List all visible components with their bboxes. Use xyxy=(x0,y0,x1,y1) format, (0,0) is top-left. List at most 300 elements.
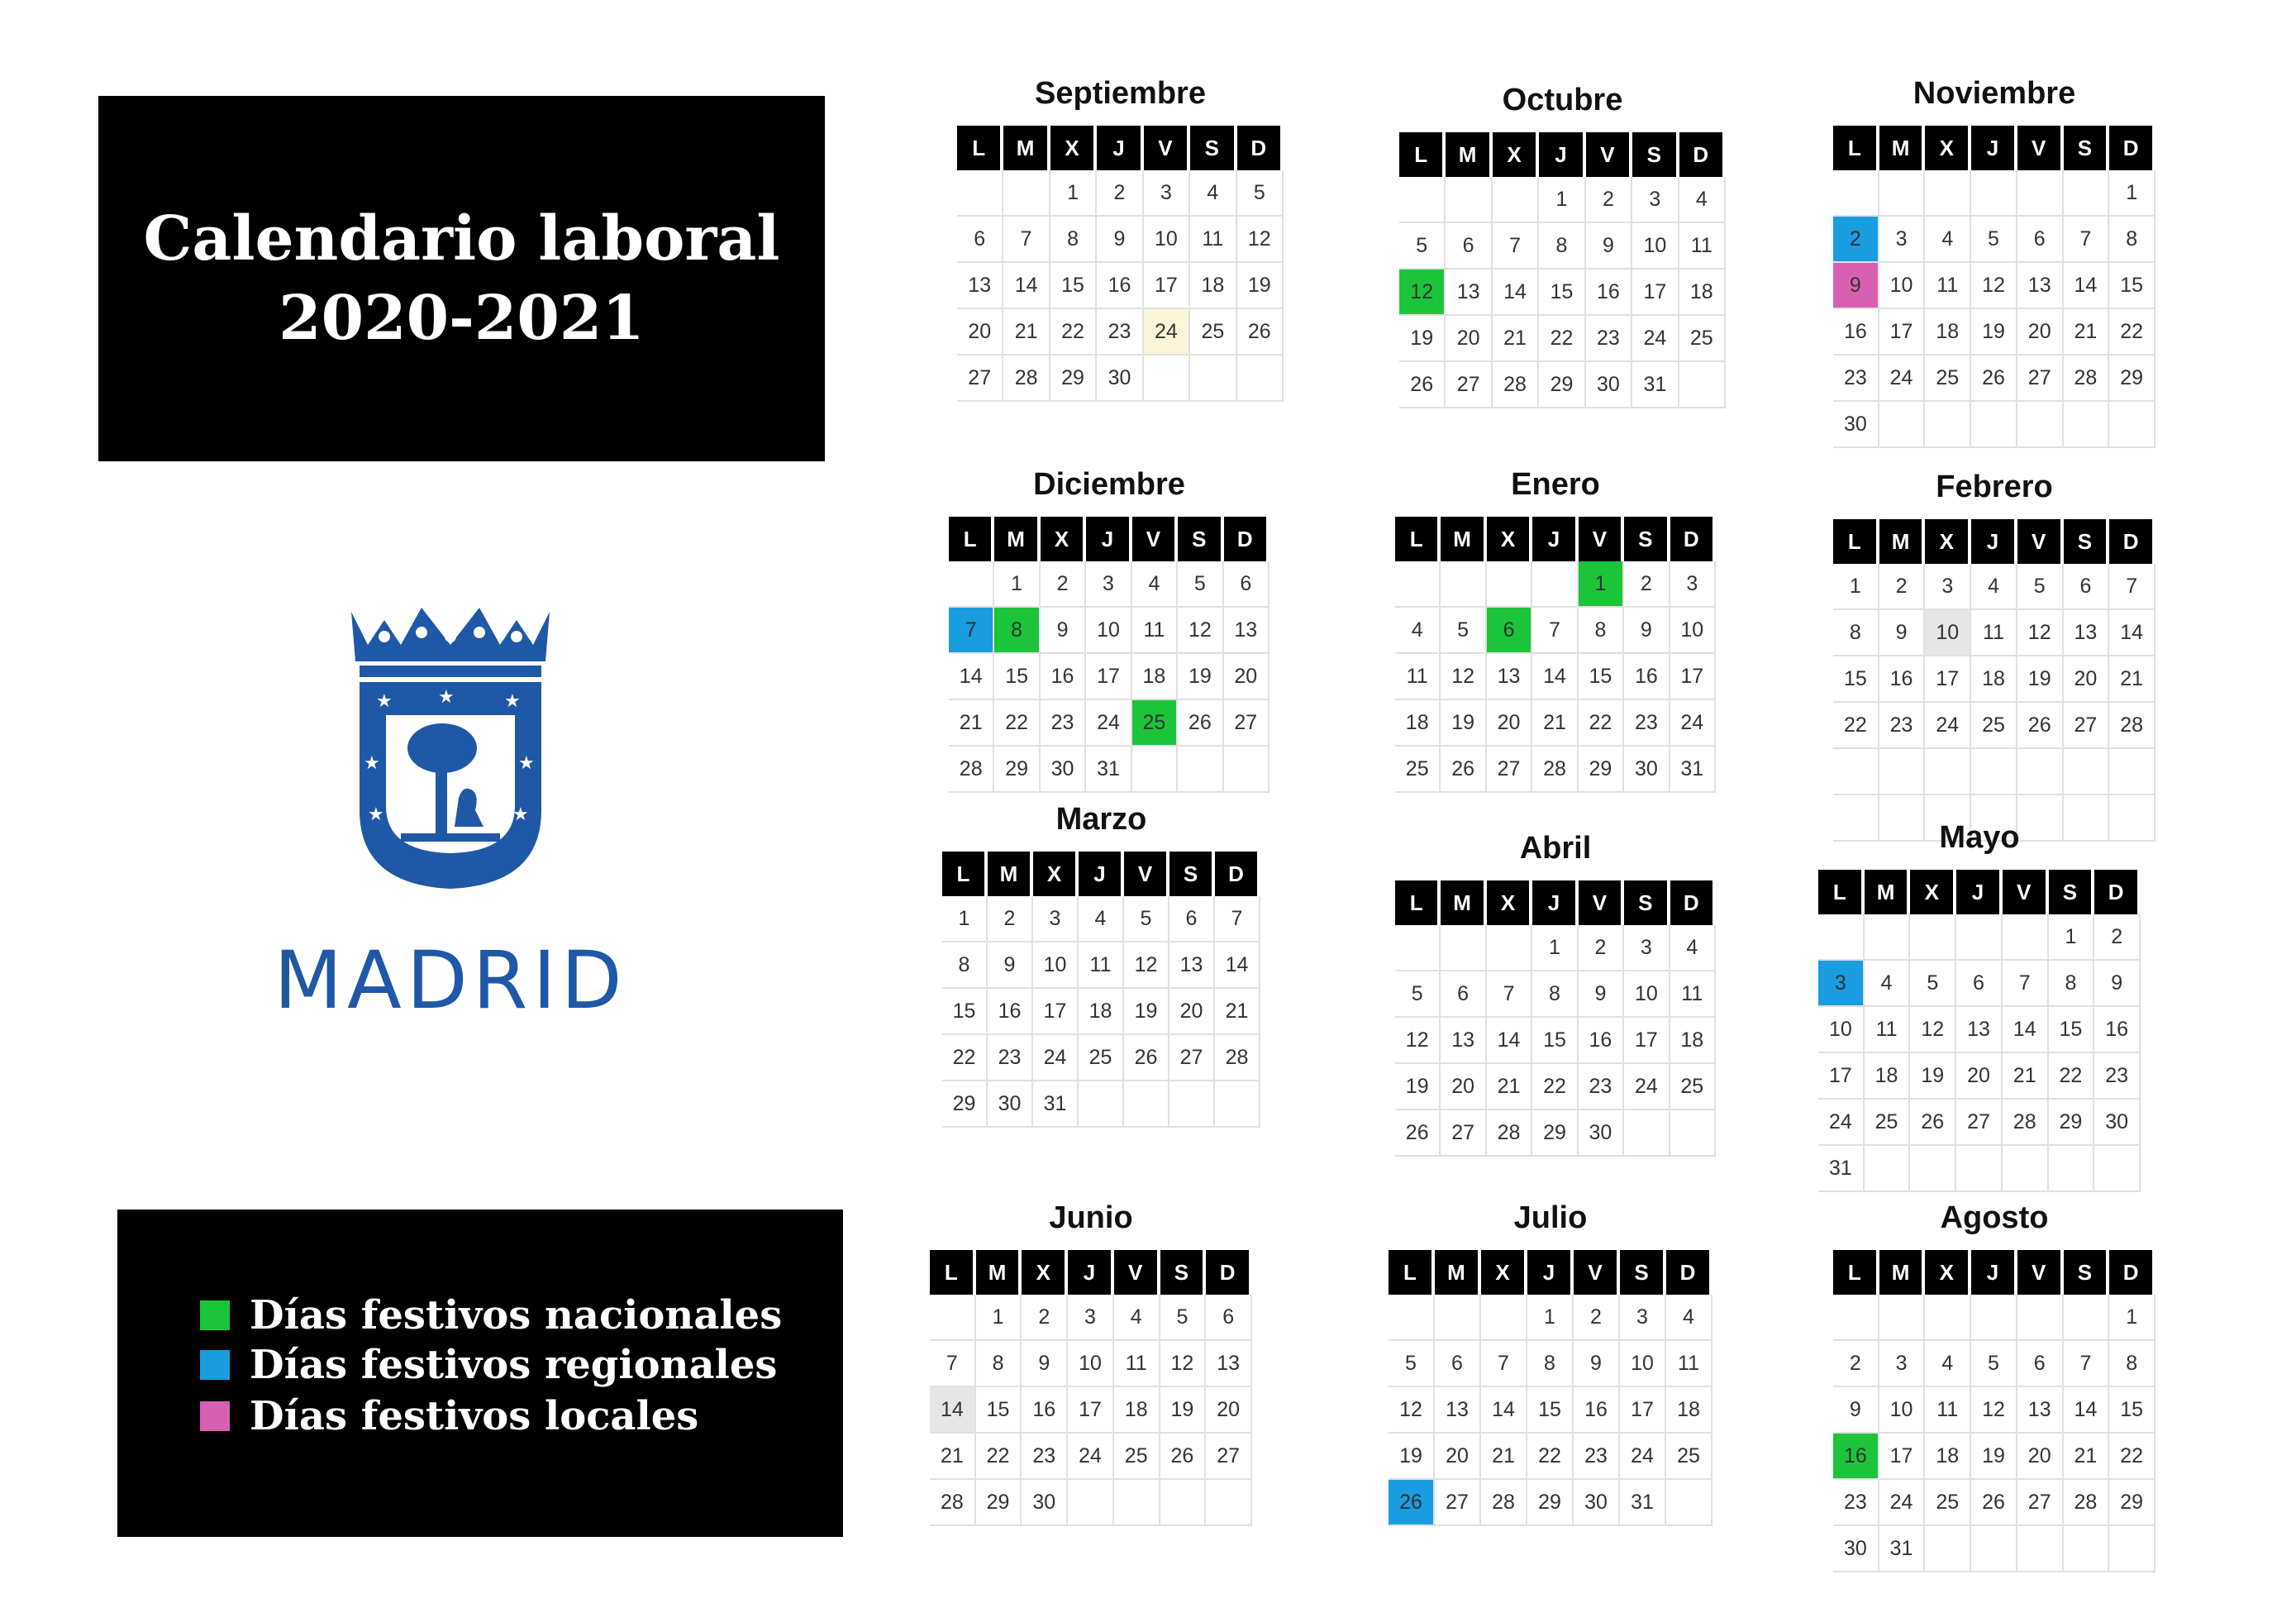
day-cell: 16 xyxy=(2094,1007,2141,1053)
day-cell: 18 xyxy=(1925,1434,1971,1480)
day-cell: 13 xyxy=(2064,610,2110,656)
weekday-header: J xyxy=(1532,517,1578,561)
empty-cell xyxy=(1925,1295,1971,1341)
day-cell: 21 xyxy=(1532,700,1578,747)
day-cell: 25 xyxy=(1925,355,1971,402)
day-cell: 1 xyxy=(1532,925,1578,971)
weekday-header: S xyxy=(1620,1250,1666,1295)
day-cell: 9 xyxy=(1097,217,1143,263)
day-cell: 27 xyxy=(1487,747,1532,793)
empty-cell xyxy=(1971,1526,2017,1572)
day-cell: 21 xyxy=(1487,1064,1532,1110)
empty-cell xyxy=(2064,749,2110,795)
day-cell: 8 xyxy=(1050,217,1097,263)
legend-box xyxy=(117,1210,843,1537)
day-cell: 19 xyxy=(1124,989,1169,1035)
day-cell: 7 xyxy=(2003,961,2049,1007)
empty-cell xyxy=(1395,561,1441,608)
day-cell: 26 xyxy=(1124,1035,1169,1081)
empty-cell xyxy=(1237,355,1284,402)
day-cell: 19 xyxy=(1178,654,1223,700)
day-cell: 23 xyxy=(1833,355,1879,402)
day-cell: 13 xyxy=(2017,263,2064,309)
day-cell: 2 xyxy=(1879,564,1926,610)
day-cell: 3 xyxy=(1879,1341,1926,1387)
empty-cell xyxy=(1441,925,1486,971)
day-cell: 23 xyxy=(988,1035,1033,1081)
day-cell: 7 xyxy=(949,608,994,654)
weekday-header: V xyxy=(2003,870,2049,914)
day-cell: 13 xyxy=(2017,1387,2064,1434)
empty-cell xyxy=(1395,925,1441,971)
weekday-header: V xyxy=(1586,132,1632,177)
day-cell: 2 xyxy=(2094,914,2141,961)
weekday-header: V xyxy=(1574,1250,1620,1295)
day-cell: 10 xyxy=(1620,1341,1666,1387)
empty-cell xyxy=(1865,914,1911,961)
day-cell: 8 xyxy=(1539,223,1585,270)
empty-cell xyxy=(1833,170,1879,217)
day-cell: 9 xyxy=(1579,971,1624,1018)
day-cell: 2 xyxy=(1579,925,1624,971)
day-cell: 4 xyxy=(1971,564,2017,610)
day-cell: 29 xyxy=(1527,1480,1574,1526)
day-cell: 18 xyxy=(1925,309,1971,355)
day-cell: 22 xyxy=(994,700,1040,747)
empty-cell xyxy=(1435,1295,1481,1341)
month-title: Septiembre xyxy=(1035,76,1206,111)
day-cell: 11 xyxy=(1666,1341,1712,1387)
day-cell: 1 xyxy=(2109,170,2155,217)
weekday-header: M xyxy=(1879,1250,1926,1295)
day-cell: 6 xyxy=(1446,223,1492,270)
day-cell: 22 xyxy=(1539,316,1585,362)
day-cell: 5 xyxy=(1389,1341,1435,1387)
empty-cell xyxy=(1003,170,1050,217)
day-cell: 27 xyxy=(2017,1480,2064,1526)
day-cell: 5 xyxy=(1910,961,1956,1007)
svg-text:★: ★ xyxy=(438,687,455,708)
day-cell: 17 xyxy=(1068,1387,1114,1434)
day-cell: 11 xyxy=(1395,654,1441,700)
empty-cell xyxy=(1441,561,1486,608)
day-cell: 28 xyxy=(1532,747,1578,793)
day-cell: 16 xyxy=(1041,654,1086,700)
day-cell: 16 xyxy=(1586,270,1632,316)
empty-cell xyxy=(2064,402,2110,448)
empty-cell xyxy=(1487,925,1532,971)
day-cell: 18 xyxy=(1395,700,1441,747)
day-cell: 14 xyxy=(1532,654,1578,700)
day-cell: 11 xyxy=(1971,610,2017,656)
day-cell: 21 xyxy=(1493,316,1539,362)
day-cell: 29 xyxy=(2109,1480,2155,1526)
empty-cell xyxy=(1971,170,2017,217)
empty-cell xyxy=(1925,1526,1971,1572)
day-cell: 15 xyxy=(994,654,1040,700)
day-cell: 24 xyxy=(1620,1434,1666,1480)
day-cell: 12 xyxy=(1178,608,1223,654)
day-cell: 4 xyxy=(1395,608,1441,654)
day-cell: 11 xyxy=(1190,217,1236,263)
empty-cell xyxy=(1956,1146,2003,1192)
day-cell: 20 xyxy=(1206,1387,1252,1434)
day-cell: 9 xyxy=(1586,223,1632,270)
day-cell: 5 xyxy=(1237,170,1284,217)
empty-cell xyxy=(1879,402,1926,448)
day-cell: 15 xyxy=(2049,1007,2095,1053)
day-cell: 18 xyxy=(1132,654,1178,700)
weekday-header: D xyxy=(2109,519,2155,564)
day-cell: 18 xyxy=(1865,1053,1911,1100)
day-cell: 22 xyxy=(1833,703,1879,749)
day-cell: 31 xyxy=(1632,362,1679,408)
day-cell: 12 xyxy=(1160,1341,1207,1387)
day-cell: 23 xyxy=(1879,703,1926,749)
day-cell: 11 xyxy=(1670,971,1716,1018)
weekday-header: D xyxy=(2094,870,2141,914)
empty-cell xyxy=(1925,170,1971,217)
month-title: Enero xyxy=(1511,467,1600,502)
day-cell: 18 xyxy=(1114,1387,1160,1434)
day-cell: 30 xyxy=(2094,1100,2141,1146)
day-cell: 22 xyxy=(976,1434,1022,1480)
empty-cell xyxy=(1124,1081,1169,1128)
day-cell: 14 xyxy=(2064,1387,2110,1434)
weekday-header: J xyxy=(1068,1250,1114,1295)
day-cell: 29 xyxy=(1532,1110,1578,1157)
day-cell: 7 xyxy=(1003,217,1050,263)
empty-cell xyxy=(2109,1526,2155,1572)
day-cell: 18 xyxy=(1679,270,1726,316)
day-cell: 31 xyxy=(1086,747,1131,793)
day-cell: 22 xyxy=(1050,309,1097,355)
weekday-header: X xyxy=(1487,517,1532,561)
month-grid xyxy=(1399,132,1726,408)
day-cell: 13 xyxy=(1169,942,1215,989)
day-cell: 6 xyxy=(1435,1341,1481,1387)
day-cell: 6 xyxy=(1956,961,2003,1007)
weekday-header: S xyxy=(2049,870,2095,914)
day-cell: 30 xyxy=(988,1081,1033,1128)
day-cell: 2 xyxy=(1833,217,1879,263)
day-cell: 10 xyxy=(1632,223,1679,270)
day-cell: 27 xyxy=(2064,703,2110,749)
weekday-header: D xyxy=(1215,852,1260,896)
day-cell: 20 xyxy=(1169,989,1215,1035)
weekday-header: L xyxy=(930,1250,976,1295)
empty-cell xyxy=(1493,177,1539,223)
day-cell: 9 xyxy=(1574,1341,1620,1387)
day-cell: 8 xyxy=(1532,971,1578,1018)
day-cell: 30 xyxy=(1097,355,1143,402)
weekday-header: V xyxy=(2017,126,2064,170)
day-cell: 28 xyxy=(2003,1100,2049,1146)
empty-cell xyxy=(1190,355,1236,402)
day-cell: 21 xyxy=(1003,309,1050,355)
day-cell: 5 xyxy=(2017,564,2064,610)
day-cell: 1 xyxy=(1579,561,1624,608)
day-cell: 24 xyxy=(1632,316,1679,362)
day-cell: 13 xyxy=(957,263,1003,309)
day-cell: 2 xyxy=(1586,177,1632,223)
empty-cell xyxy=(1833,749,1879,795)
day-cell: 21 xyxy=(2003,1053,2049,1100)
day-cell: 28 xyxy=(2064,355,2110,402)
day-cell: 12 xyxy=(1389,1387,1435,1434)
day-cell: 20 xyxy=(1956,1053,2003,1100)
empty-cell xyxy=(1215,1081,1260,1128)
weekday-header: L xyxy=(1818,870,1865,914)
weekday-header: X xyxy=(1925,519,1971,564)
day-cell: 19 xyxy=(1910,1053,1956,1100)
weekday-header: J xyxy=(1079,852,1124,896)
empty-cell xyxy=(1481,1295,1527,1341)
month-title: Marzo xyxy=(1055,802,1147,837)
day-cell: 28 xyxy=(2064,1480,2110,1526)
day-cell: 17 xyxy=(1925,656,1971,703)
weekday-header: V xyxy=(2017,519,2064,564)
day-cell: 14 xyxy=(1481,1387,1527,1434)
day-cell: 16 xyxy=(1833,309,1879,355)
title-line-1: Calendario laboral xyxy=(143,203,780,274)
day-cell: 6 xyxy=(1169,896,1215,942)
weekday-header: S xyxy=(1190,126,1236,170)
day-cell: 25 xyxy=(1132,700,1178,747)
empty-cell xyxy=(1925,402,1971,448)
day-cell: 24 xyxy=(1068,1434,1114,1480)
weekday-header: X xyxy=(1033,852,1079,896)
day-cell: 21 xyxy=(949,700,994,747)
day-cell: 15 xyxy=(1532,1018,1578,1064)
day-cell: 26 xyxy=(1971,1480,2017,1526)
day-cell: 1 xyxy=(1527,1295,1574,1341)
title-banner xyxy=(98,96,825,461)
day-cell: 29 xyxy=(2109,355,2155,402)
day-cell: 25 xyxy=(1190,309,1236,355)
day-cell: 23 xyxy=(1624,700,1670,747)
day-cell: 13 xyxy=(1206,1341,1252,1387)
day-cell: 3 xyxy=(1925,564,1971,610)
weekday-header: S xyxy=(1624,517,1670,561)
weekday-header: M xyxy=(1003,126,1050,170)
day-cell: 15 xyxy=(942,989,988,1035)
day-cell: 12 xyxy=(1971,263,2017,309)
day-cell: 3 xyxy=(1670,561,1716,608)
legend-label: Días festivos nacionales xyxy=(250,1292,783,1338)
weekday-header: M xyxy=(1879,519,1926,564)
svg-text:★: ★ xyxy=(518,753,535,774)
day-cell: 3 xyxy=(1624,925,1670,971)
day-cell: 6 xyxy=(2017,217,2064,263)
month-title: Abril xyxy=(1519,831,1592,866)
day-cell: 8 xyxy=(994,608,1040,654)
day-cell: 17 xyxy=(1620,1387,1666,1434)
day-cell: 26 xyxy=(1441,747,1486,793)
empty-cell xyxy=(1224,747,1269,793)
month-title: Octubre xyxy=(1502,83,1623,117)
day-cell: 30 xyxy=(1579,1110,1624,1157)
day-cell: 22 xyxy=(942,1035,988,1081)
legend-swatch-pink xyxy=(200,1401,230,1431)
empty-cell xyxy=(2064,1295,2110,1341)
day-cell: 13 xyxy=(1441,1018,1486,1064)
day-cell: 18 xyxy=(1190,263,1236,309)
day-cell: 8 xyxy=(1579,608,1624,654)
day-cell: 14 xyxy=(930,1387,976,1434)
weekday-header: D xyxy=(1679,132,1726,177)
weekday-header: D xyxy=(1237,126,1284,170)
day-cell: 7 xyxy=(930,1341,976,1387)
day-cell: 19 xyxy=(1389,1434,1435,1480)
day-cell: 31 xyxy=(1620,1480,1666,1526)
day-cell: 9 xyxy=(1833,1387,1879,1434)
day-cell: 25 xyxy=(1395,747,1441,793)
weekday-header: V xyxy=(1132,517,1178,561)
day-cell: 11 xyxy=(1925,263,1971,309)
day-cell: 6 xyxy=(1441,971,1486,1018)
empty-cell xyxy=(1666,1480,1712,1526)
day-cell: 24 xyxy=(1144,309,1190,355)
day-cell: 5 xyxy=(1395,971,1441,1018)
day-cell: 15 xyxy=(976,1387,1022,1434)
weekday-header: M xyxy=(1435,1250,1481,1295)
empty-cell xyxy=(1670,1110,1716,1157)
day-cell: 1 xyxy=(2109,1295,2155,1341)
day-cell: 18 xyxy=(1971,656,2017,703)
weekday-header: D xyxy=(1666,1250,1712,1295)
empty-cell xyxy=(2064,1526,2110,1572)
month-title: Noviembre xyxy=(1913,76,2076,111)
day-cell: 12 xyxy=(1971,1387,2017,1434)
day-cell: 9 xyxy=(2094,961,2141,1007)
empty-cell xyxy=(1910,1146,1956,1192)
empty-cell xyxy=(1818,914,1865,961)
empty-cell xyxy=(2049,1146,2095,1192)
month-grid xyxy=(1833,1250,2155,1572)
day-cell: 19 xyxy=(1237,263,1284,309)
weekday-header: M xyxy=(1865,870,1911,914)
day-cell: 29 xyxy=(976,1480,1022,1526)
day-cell: 9 xyxy=(1624,608,1670,654)
day-cell: 18 xyxy=(1666,1387,1712,1434)
day-cell: 30 xyxy=(1022,1480,1068,1526)
empty-cell xyxy=(1160,1480,1207,1526)
weekday-header: M xyxy=(976,1250,1022,1295)
madrid-logo-text: MADRID xyxy=(274,934,627,1027)
day-cell: 25 xyxy=(1670,1064,1716,1110)
day-cell: 31 xyxy=(1670,747,1716,793)
day-cell: 19 xyxy=(2017,656,2064,703)
day-cell: 24 xyxy=(1879,1480,1926,1526)
weekday-header: L xyxy=(1389,1250,1435,1295)
day-cell: 2 xyxy=(1624,561,1670,608)
day-cell: 28 xyxy=(1215,1035,1260,1081)
empty-cell xyxy=(1144,355,1190,402)
day-cell: 6 xyxy=(2064,564,2110,610)
day-cell: 20 xyxy=(1435,1434,1481,1480)
month-grid xyxy=(1395,880,1716,1157)
day-cell: 28 xyxy=(1481,1480,1527,1526)
day-cell: 10 xyxy=(1925,610,1971,656)
weekday-header: L xyxy=(1399,132,1446,177)
day-cell: 12 xyxy=(1441,654,1486,700)
day-cell: 10 xyxy=(1086,608,1131,654)
weekday-header: S xyxy=(1169,852,1215,896)
empty-cell xyxy=(2003,1146,2049,1192)
day-cell: 23 xyxy=(1833,1480,1879,1526)
day-cell: 4 xyxy=(1114,1295,1160,1341)
day-cell: 11 xyxy=(1865,1007,1911,1053)
day-cell: 28 xyxy=(1003,355,1050,402)
day-cell: 4 xyxy=(1925,217,1971,263)
weekday-header: X xyxy=(1925,1250,1971,1295)
day-cell: 5 xyxy=(1399,223,1446,270)
empty-cell xyxy=(2003,914,2049,961)
weekday-header: S xyxy=(2064,126,2110,170)
day-cell: 31 xyxy=(1818,1146,1865,1192)
legend-item-regionales xyxy=(200,1342,777,1388)
day-cell: 8 xyxy=(1833,610,1879,656)
day-cell: 12 xyxy=(2017,610,2064,656)
day-cell: 10 xyxy=(1624,971,1670,1018)
weekday-header: M xyxy=(1879,126,1926,170)
day-cell: 16 xyxy=(1097,263,1143,309)
day-cell: 25 xyxy=(1114,1434,1160,1480)
day-cell: 6 xyxy=(957,217,1003,263)
day-cell: 24 xyxy=(1879,355,1926,402)
weekday-header: M xyxy=(1441,517,1486,561)
weekday-header: V xyxy=(1144,126,1190,170)
day-cell: 20 xyxy=(957,309,1003,355)
day-cell: 27 xyxy=(1435,1480,1481,1526)
day-cell: 12 xyxy=(1395,1018,1441,1064)
day-cell: 14 xyxy=(1493,270,1539,316)
day-cell: 4 xyxy=(1666,1295,1712,1341)
day-cell: 13 xyxy=(1224,608,1269,654)
day-cell: 28 xyxy=(1493,362,1539,408)
day-cell: 16 xyxy=(1022,1387,1068,1434)
day-cell: 15 xyxy=(2109,1387,2155,1434)
day-cell: 21 xyxy=(2064,1434,2110,1480)
svg-text:★: ★ xyxy=(364,753,380,774)
empty-cell xyxy=(1971,1295,2017,1341)
empty-cell xyxy=(1206,1480,1252,1526)
day-cell: 7 xyxy=(1493,223,1539,270)
day-cell: 13 xyxy=(1446,270,1492,316)
weekday-header: J xyxy=(1539,132,1585,177)
day-cell: 8 xyxy=(942,942,988,989)
day-cell: 14 xyxy=(2109,610,2155,656)
day-cell: 22 xyxy=(2049,1053,2095,1100)
day-cell: 11 xyxy=(1114,1341,1160,1387)
day-cell: 29 xyxy=(994,747,1040,793)
day-cell: 29 xyxy=(2049,1100,2095,1146)
svg-text:★: ★ xyxy=(368,804,384,825)
month-title: Junio xyxy=(1049,1200,1133,1235)
day-cell: 9 xyxy=(1022,1341,1068,1387)
day-cell: 7 xyxy=(1481,1341,1527,1387)
day-cell: 8 xyxy=(2049,961,2095,1007)
weekday-header: X xyxy=(1910,870,1956,914)
empty-cell xyxy=(2064,170,2110,217)
day-cell: 2 xyxy=(988,896,1033,942)
month-title: Diciembre xyxy=(1033,467,1185,502)
day-cell: 11 xyxy=(1679,223,1726,270)
madrid-coat-of-arms-icon xyxy=(343,604,558,893)
day-cell: 28 xyxy=(949,747,994,793)
weekday-header: L xyxy=(957,126,1003,170)
